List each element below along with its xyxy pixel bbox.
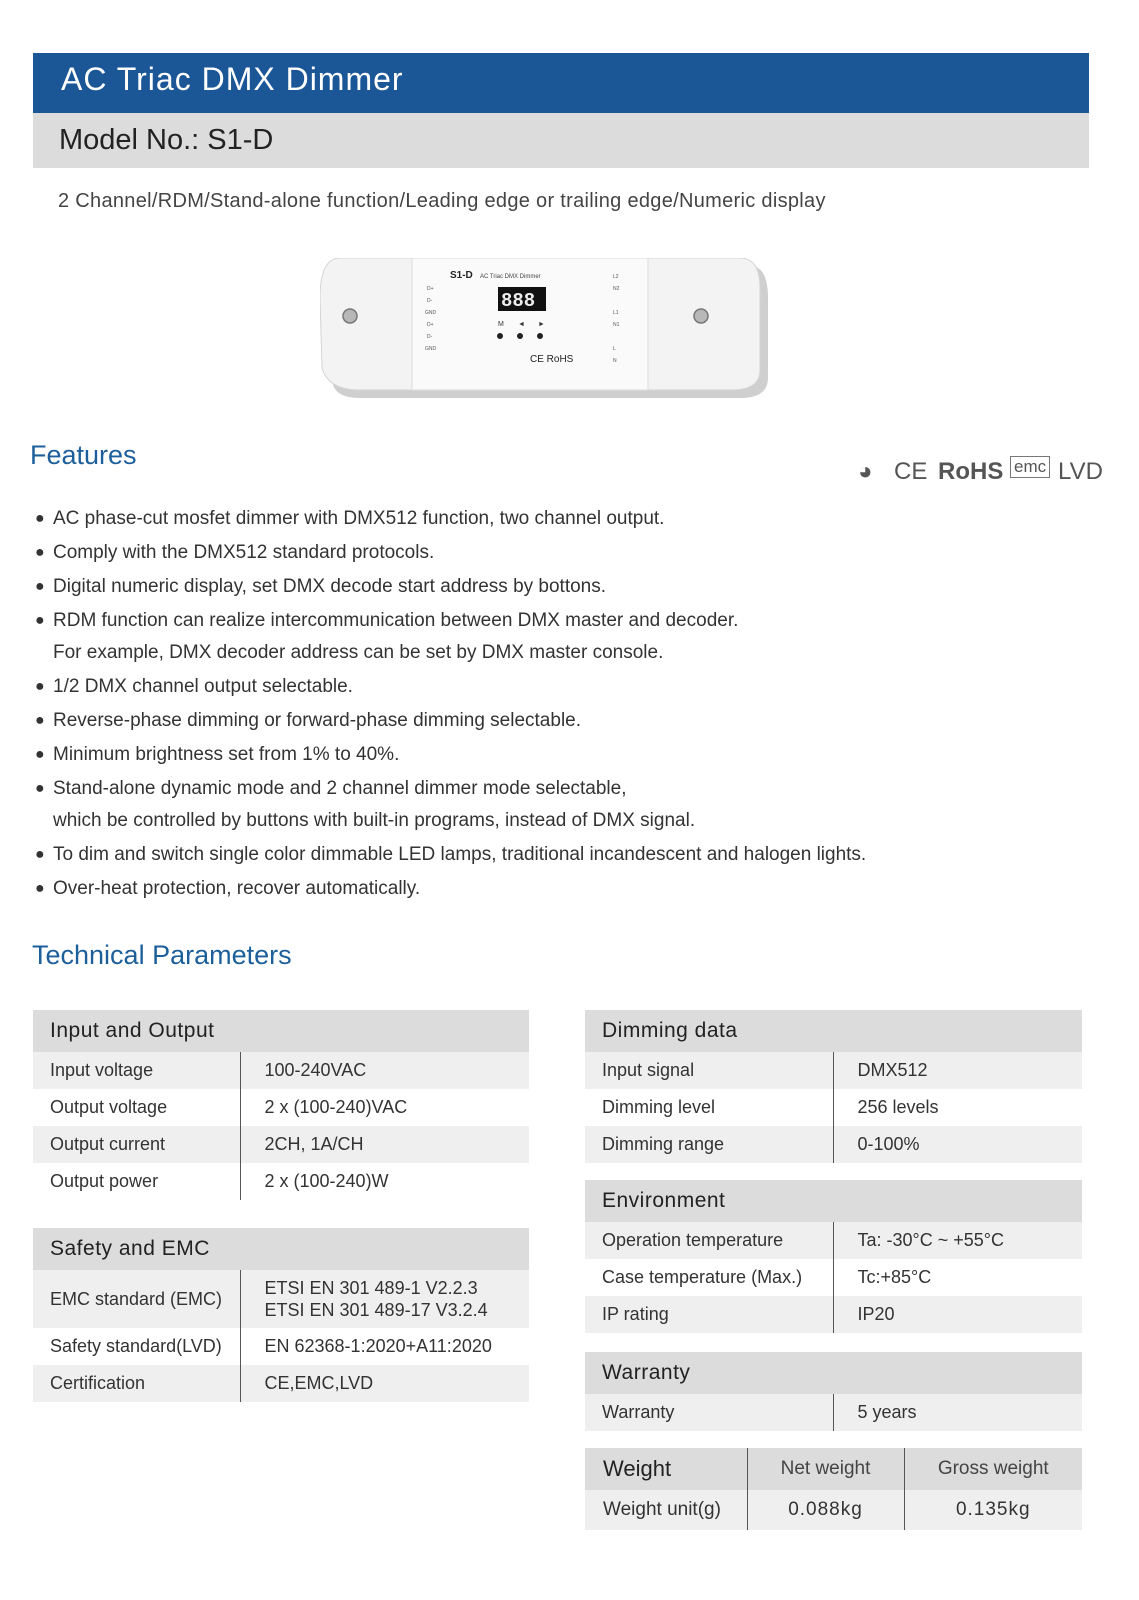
param-value: 5 years bbox=[833, 1394, 1082, 1431]
bullet-icon: ● bbox=[35, 746, 45, 763]
cert-c-mark-icon: ◕ bbox=[858, 458, 873, 485]
net-weight-label: Net weight bbox=[747, 1448, 904, 1490]
button-label-left: ◄ bbox=[518, 321, 525, 328]
table-row bbox=[33, 1089, 529, 1126]
table-row bbox=[33, 1126, 529, 1163]
param-label: Case temperature (Max.) bbox=[585, 1259, 833, 1296]
feature-item bbox=[35, 839, 1085, 873]
feature-item bbox=[35, 605, 1085, 671]
table-row bbox=[585, 1296, 1082, 1333]
table-row bbox=[33, 1052, 529, 1089]
emc-standard-1: ETSI EN 301 489-1 V2.2.3 bbox=[264, 1278, 478, 1298]
param-label: Input signal bbox=[585, 1052, 833, 1089]
feature-line: AC phase-cut mosfet dimmer with DMX512 function, two channel output. bbox=[53, 508, 665, 529]
param-value: 100-240VAC bbox=[240, 1052, 529, 1089]
param-value: 256 levels bbox=[857, 1097, 939, 1117]
cert-rohs: RoHS bbox=[938, 458, 1004, 485]
button-label-right: ► bbox=[538, 321, 545, 328]
features-heading: Features bbox=[30, 440, 137, 470]
param-label: Warranty bbox=[585, 1394, 833, 1431]
terminal-label: L2 bbox=[613, 274, 619, 280]
table-row bbox=[585, 1052, 1082, 1089]
feature-line: which be controlled by buttons with built-in programs, instead of DMX signal. bbox=[53, 810, 696, 831]
net-weight-value: 0.088kg bbox=[747, 1490, 904, 1530]
param-value: Tc:+85°C bbox=[857, 1267, 932, 1287]
emc-standard-2: ETSI EN 301 489-17 V3.2.4 bbox=[264, 1300, 488, 1320]
page-title: AC Triac DMX Dimmer bbox=[61, 61, 404, 97]
device-model-label: S1-D bbox=[450, 270, 473, 281]
feature-item bbox=[35, 705, 1085, 739]
numeric-display-digits: 888 bbox=[501, 290, 536, 312]
param-label: Output power bbox=[33, 1163, 240, 1200]
feature-line: Minimum brightness set from 1% to 40%. bbox=[53, 744, 400, 765]
param-value: DMX512 bbox=[833, 1052, 1082, 1089]
button-m bbox=[497, 333, 503, 339]
weight-table bbox=[585, 1448, 1082, 1530]
bullet-icon: ● bbox=[35, 544, 45, 561]
gross-weight-label: Gross weight bbox=[904, 1448, 1082, 1490]
terminal-label: L1 bbox=[613, 310, 619, 316]
safety-emc-table bbox=[33, 1228, 529, 1402]
feature-line: Stand-alone dynamic mode and 2 channel dimmer mode selectable, bbox=[53, 778, 627, 799]
table-row bbox=[33, 1163, 529, 1200]
table-header bbox=[585, 1010, 1082, 1052]
feature-line: 1/2 DMX channel output selectable. bbox=[53, 676, 353, 697]
terminal-label: D- bbox=[427, 298, 433, 304]
model-number: Model No.: S1-D bbox=[59, 124, 274, 156]
environment-table bbox=[585, 1180, 1082, 1333]
feature-item bbox=[35, 873, 1085, 907]
title-bar bbox=[33, 53, 1089, 113]
technical-parameters-heading: Technical Parameters bbox=[32, 940, 292, 970]
bullet-icon: ● bbox=[35, 578, 45, 595]
terminal-label: GND bbox=[425, 310, 437, 316]
feature-line: To dim and switch single color dimmable LED lamps, traditional incandescent and halogen lights. bbox=[53, 844, 867, 865]
terminal-label: N2 bbox=[613, 286, 620, 292]
param-label: Safety standard(LVD) bbox=[33, 1328, 240, 1365]
weight-title: Weight bbox=[585, 1448, 747, 1490]
table-row bbox=[33, 1365, 529, 1402]
table-header bbox=[585, 1352, 1082, 1394]
param-label: Output current bbox=[33, 1126, 240, 1163]
cert-lvd: LVD bbox=[1058, 458, 1103, 485]
param-value: 2CH, 1A/CH bbox=[240, 1126, 529, 1163]
device-title-label: AC Triac DMX Dimmer bbox=[480, 274, 541, 280]
bullet-icon: ● bbox=[35, 780, 45, 797]
param-label: Operation temperature bbox=[585, 1222, 833, 1259]
table-row bbox=[585, 1089, 1082, 1126]
environment-title: Environment bbox=[585, 1180, 1082, 1222]
feature-item bbox=[35, 773, 1085, 839]
cert-ce: CE bbox=[894, 458, 928, 485]
param-value: 2 x (100-240)VAC bbox=[264, 1097, 408, 1117]
certification-logos bbox=[858, 456, 1118, 492]
feature-item bbox=[35, 537, 1085, 571]
device-ce-rohs-label: CE RoHS bbox=[530, 354, 574, 365]
screw-hole-right-icon bbox=[694, 309, 708, 323]
param-label: Input voltage bbox=[33, 1052, 240, 1089]
feature-item bbox=[35, 671, 1085, 705]
feature-item bbox=[35, 571, 1085, 605]
screw-hole-left-icon bbox=[343, 309, 357, 323]
terminal-label: D+ bbox=[427, 286, 434, 292]
table-row bbox=[33, 1270, 529, 1328]
feature-line: Over-heat protection, recover automatically. bbox=[53, 878, 421, 899]
param-value: CE,EMC,LVD bbox=[240, 1365, 529, 1402]
cert-emc: emc bbox=[1010, 456, 1050, 478]
param-value: IP20 bbox=[833, 1296, 1082, 1333]
warranty-table bbox=[585, 1352, 1082, 1431]
input-output-table bbox=[33, 1010, 529, 1200]
table-row bbox=[585, 1222, 1082, 1259]
terminal-label: N bbox=[613, 358, 617, 364]
weight-unit-label: Weight unit(g) bbox=[585, 1490, 747, 1530]
param-label: Certification bbox=[33, 1365, 240, 1402]
terminal-label: D+ bbox=[427, 322, 434, 328]
safety-emc-title: Safety and EMC bbox=[33, 1228, 529, 1270]
table-row bbox=[585, 1126, 1082, 1163]
table-row bbox=[585, 1259, 1082, 1296]
gross-weight-value: 0.135kg bbox=[904, 1490, 1082, 1530]
subtitle: 2 Channel/RDM/Stand-alone function/Leading edge or trailing edge/Numeric display bbox=[58, 190, 826, 212]
param-label: Dimming level bbox=[585, 1089, 833, 1126]
terminal-label: D- bbox=[427, 334, 433, 340]
bullet-icon: ● bbox=[35, 612, 45, 629]
model-bar bbox=[33, 113, 1089, 168]
param-value: EN 62368-1:2020+A11:2020 bbox=[264, 1336, 492, 1356]
feature-line: Digital numeric display, set DMX decode start address by bottons. bbox=[53, 576, 607, 597]
feature-item bbox=[35, 503, 1085, 537]
param-label: EMC standard (EMC) bbox=[33, 1270, 240, 1328]
table-row bbox=[585, 1394, 1082, 1431]
button-label-m: M bbox=[498, 321, 504, 328]
param-value: 2 x (100-240)W bbox=[264, 1171, 389, 1191]
dimming-data-title: Dimming data bbox=[585, 1010, 1082, 1052]
terminal-label: N1 bbox=[613, 322, 620, 328]
bullet-icon: ● bbox=[35, 712, 45, 729]
product-image bbox=[320, 258, 780, 408]
feature-item bbox=[35, 739, 1085, 773]
param-label: Output voltage bbox=[33, 1089, 240, 1126]
param-label: IP rating bbox=[585, 1296, 833, 1333]
table-header bbox=[33, 1228, 529, 1270]
button-left bbox=[517, 333, 523, 339]
table-header bbox=[33, 1010, 529, 1052]
bullet-icon: ● bbox=[35, 880, 45, 897]
param-value bbox=[240, 1270, 529, 1328]
terminal-label: L bbox=[613, 346, 616, 352]
param-label: Dimming range bbox=[585, 1126, 833, 1163]
param-value: Ta: -30°C ~ +55°C bbox=[833, 1222, 1082, 1259]
button-right bbox=[537, 333, 543, 339]
feature-line: Comply with the DMX512 standard protocols. bbox=[53, 542, 435, 563]
input-output-title: Input and Output bbox=[33, 1010, 529, 1052]
bullet-icon: ● bbox=[35, 510, 45, 527]
features-list bbox=[35, 503, 1085, 907]
bullet-icon: ● bbox=[35, 846, 45, 863]
feature-line: For example, DMX decoder address can be set by DMX master console. bbox=[53, 642, 664, 663]
table-header bbox=[585, 1448, 1082, 1490]
param-value: 0-100% bbox=[833, 1126, 1082, 1163]
bullet-icon: ● bbox=[35, 678, 45, 695]
feature-line: RDM function can realize intercommunication between DMX master and decoder. bbox=[53, 610, 739, 631]
dimming-data-table bbox=[585, 1010, 1082, 1163]
table-row bbox=[585, 1490, 1082, 1530]
table-row bbox=[33, 1328, 529, 1365]
warranty-title: Warranty bbox=[585, 1352, 1082, 1394]
feature-line: Reverse-phase dimming or forward-phase dimming selectable. bbox=[53, 710, 582, 731]
table-header bbox=[585, 1180, 1082, 1222]
terminal-label: GND bbox=[425, 346, 437, 352]
